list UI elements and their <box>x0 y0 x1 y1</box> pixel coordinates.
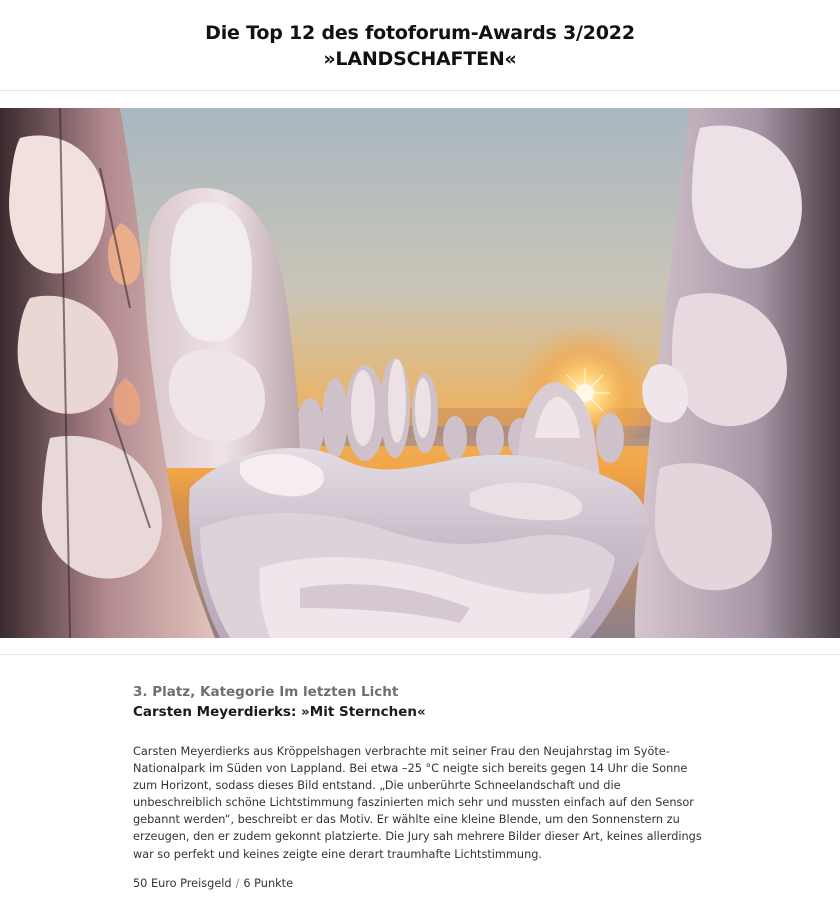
meta-separator: / <box>235 876 240 890</box>
entry-title: Carsten Meyerdierks: »Mit Sternchen« <box>133 704 426 720</box>
page-header <box>0 0 840 91</box>
entry-points: 6 Punkte <box>243 876 294 890</box>
page-title-line-1: Die Top 12 des fotoforum-Awards 3/2022 <box>205 22 635 44</box>
entry-meta <box>133 876 708 892</box>
snow-landscape-sunset-image <box>0 108 840 638</box>
page-title <box>0 0 840 72</box>
entry-prize: 50 Euro Preisgeld <box>133 876 232 890</box>
entry-rank: 3. Platz, Kategorie Im letzten Licht <box>133 684 399 700</box>
section-divider <box>0 654 840 655</box>
award-photo[interactable] <box>0 108 840 638</box>
entry-description: Carsten Meyerdierks aus Kröppelshagen verbrachte mit seiner Frau den Neujahrstag im Syöte-Nationalpark im Süden von Lappland. Bei etwa –25 °C neigte sich bereits gegen 14 Uhr die Sonne zum Horizont, sodass dieses Bild entstand. „Die unberührte Schneelandschaft und die unbeschreiblich schöne Lichtstimmung faszinierten mich sehr und mussten einfach auf den Sensor gebannt werden“, beschreibt er das Motiv. Er wählte eine kleine Blende, um den Sonnenstern zu erzeugen, den er zudem gekonnt platzierte. Die Jury sah mehrere Bilder dieser Art, keines allerdings war so perfekt und keines zeigte eine derart traumhafte Lichtstimmung. <box>133 745 702 861</box>
award-entry <box>133 683 708 892</box>
page-title-line-2: »LANDSCHAFTEN« <box>323 48 517 70</box>
